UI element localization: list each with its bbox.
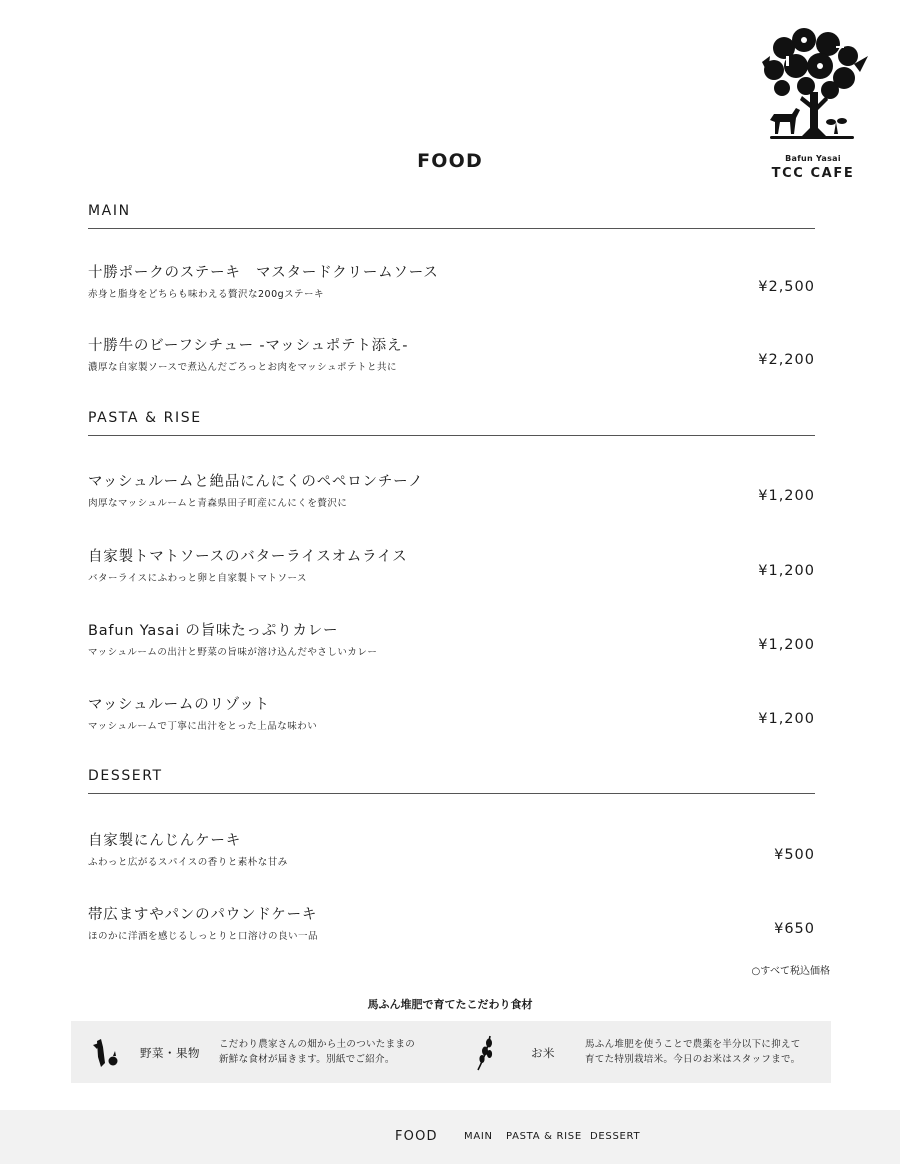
menu-item-description: バターライスにふわっと卵と自家製トマトソース <box>88 573 308 584</box>
vegetable-icon <box>91 1037 125 1073</box>
logo-subtitle: Bafun Yasai <box>785 154 841 163</box>
logo-name: TCC CAFE <box>771 166 855 181</box>
section-heading-pasta: PASTA & RISE <box>88 410 202 426</box>
page-title: FOOD <box>417 150 483 172</box>
menu-item <box>88 334 815 382</box>
section-divider <box>88 228 815 229</box>
feature-desc-line: 育てた特別栽培米。今日のお米はスタッフまで。 <box>585 1054 801 1065</box>
menu-item-price: ¥1,200 <box>758 637 815 653</box>
menu-item <box>88 261 815 309</box>
feature-desc-line: こだわり農家さんの畑から土のついたままの <box>219 1039 416 1050</box>
feature-label-rice: お米 <box>531 1046 555 1060</box>
section-heading-dessert: DESSERT <box>88 768 163 784</box>
menu-item-description: 濃厚な自家製ソースで煮込んだごろっとお肉をマッシュポテトと共に <box>88 362 397 373</box>
menu-item-price: ¥1,200 <box>758 563 815 579</box>
menu-item-price: ¥2,200 <box>758 352 815 368</box>
menu-item-name: 自家製にんじんケーキ <box>88 833 241 849</box>
section-divider <box>88 793 815 794</box>
menu-item-price: ¥650 <box>774 921 815 937</box>
menu-item-name: 自家製トマトソースのバターライスオムライス <box>88 549 408 565</box>
feature-box <box>71 1021 831 1083</box>
feature-desc-rice <box>585 1037 801 1067</box>
menu-item-name: 帯広ますやパンのパウンドケーキ <box>88 907 318 923</box>
menu-item-name: マッシュルームのリゾット <box>88 697 270 713</box>
footer-bar <box>0 1110 900 1164</box>
feature-heading: 馬ふん堆肥で育てたこだわり食材 <box>367 998 533 1011</box>
menu-item-name: Bafun Yasai の旨味たっぷりカレー <box>88 623 339 639</box>
menu-item-name: 十勝ポークのステーキ マスタードクリームソース <box>88 265 439 281</box>
tree-logo-icon <box>756 26 870 152</box>
menu-item-description: ほのかに洋酒を感じるしっとりと口溶けの良い一品 <box>88 931 319 942</box>
menu-item-price: ¥1,200 <box>758 488 815 504</box>
footer-nav-pasta[interactable]: PASTA & RISE <box>506 1131 582 1142</box>
menu-item-description: マッシュルームで丁寧に出汁をとった上品な味わい <box>88 721 318 732</box>
menu-item-price: ¥500 <box>774 847 815 863</box>
menu-item-name: マッシュルームと絶品にんにくのペペロンチーノ <box>88 474 424 490</box>
menu-item-price: ¥1,200 <box>758 711 815 727</box>
menu-item-description: ふわっと広がるスパイスの香りと素朴な甘み <box>88 857 288 868</box>
section-heading-main: MAIN <box>88 203 131 219</box>
menu-item-description: 肉厚なマッシュルームと青森県田子町産にんにくを贅沢に <box>88 498 348 509</box>
feature-desc-vegetables <box>219 1037 415 1067</box>
menu-item <box>88 619 815 667</box>
menu-item <box>88 545 815 593</box>
menu-item-price: ¥2,500 <box>758 279 815 295</box>
feature-desc-line: 馬ふん堆肥を使うことで農薬を半分以下に抑えて <box>585 1039 801 1050</box>
menu-item <box>88 829 815 877</box>
footer-nav-main[interactable]: MAIN <box>464 1131 493 1142</box>
menu-item <box>88 903 815 951</box>
menu-item-name: 十勝牛のビーフシチュー -マッシュポテト添え- <box>88 338 409 354</box>
menu-item-description: 赤身と脂身をどちらも味わえる贅沢な200gステーキ <box>88 289 324 300</box>
feature-label-vegetables: 野菜・果物 <box>140 1046 200 1060</box>
section-divider <box>88 435 815 436</box>
menu-item <box>88 470 815 518</box>
menu-item <box>88 693 815 741</box>
menu-item-description: マッシュルームの出汁と野菜の旨味が溶け込んだやさしいカレー <box>88 647 378 658</box>
tax-note: ○すべて税込価格 <box>751 966 830 977</box>
footer-nav-dessert[interactable]: DESSERT <box>590 1131 641 1142</box>
feature-desc-line: 新鮮な食材が届きます。別紙でご紹介。 <box>219 1054 395 1065</box>
rice-icon <box>474 1034 496 1076</box>
footer-title: FOOD <box>395 1129 438 1144</box>
